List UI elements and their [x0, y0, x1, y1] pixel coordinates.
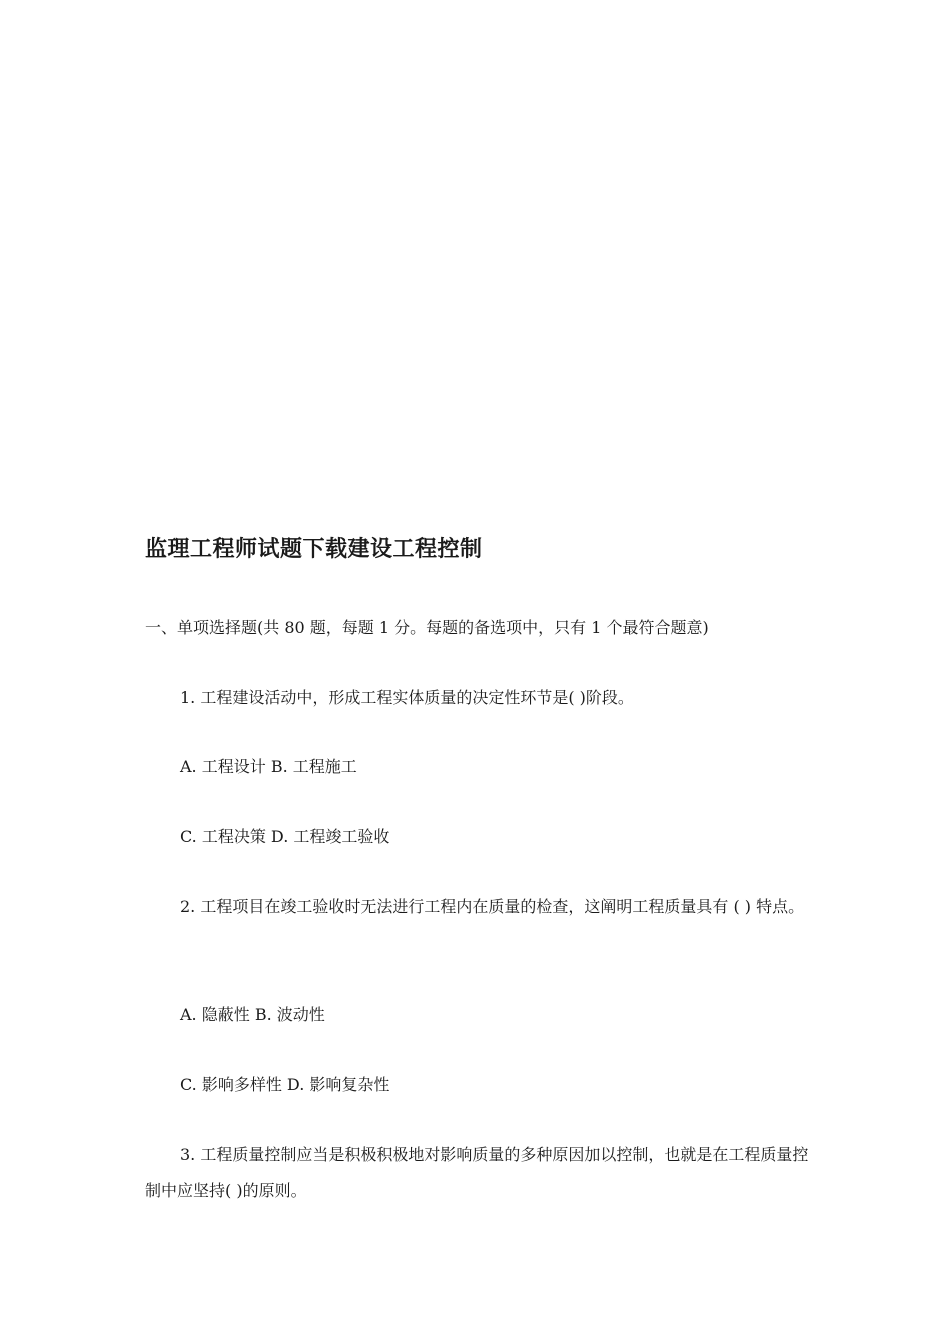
question-1-options-cd: C. 工程决策 D. 工程竣工验收	[180, 827, 390, 846]
document-title: 监理工程师试题下载建设工程控制	[145, 537, 483, 562]
question-3-stem: 3. 工程质量控制应当是积极积极地对影响质量的多种原因加以控制，也就是在工程质量控制中应坚持( )的原则。	[145, 1145, 809, 1200]
section-heading: 一、单项选择题(共 80 题，每题 1 分。每题的备选项中，只有 1 个最符合题意)	[145, 618, 709, 637]
question-2-options-ab: A. 隐蔽性 B. 波动性	[180, 1005, 325, 1024]
question-1-options-ab: A. 工程设计 B. 工程施工	[180, 757, 357, 776]
question-2-stem: 2. 工程项目在竣工验收时无法进行工程内在质量的检查，这阐明工程质量具有 ( ) 特点。	[180, 897, 805, 916]
question-1-stem: 1. 工程建设活动中，形成工程实体质量的决定性环节是( )阶段。	[180, 688, 634, 707]
question-2-options-cd: C. 影响多样性 D. 影响复杂性	[180, 1075, 390, 1094]
